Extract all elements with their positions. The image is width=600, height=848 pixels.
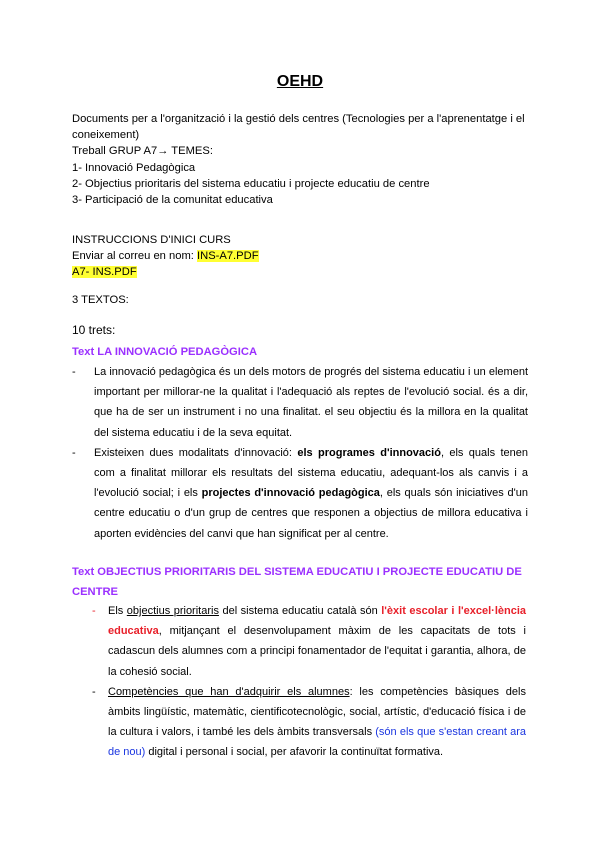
- section2-list: [92, 601, 526, 763]
- bullet-dash: -: [92, 605, 96, 617]
- filename-1: INS-A7.PDF: [197, 250, 259, 263]
- topic-item: 3- Participació de la comunitat educativa: [72, 194, 273, 207]
- item-text: digital i personal i social, per afavorir la continuïtat formativa.: [145, 746, 444, 759]
- item-underlined: objectius prioritaris: [126, 605, 219, 617]
- item-bold: els programes d'innovació: [297, 446, 441, 459]
- item-bold: projectes d'innovació pedagògica: [201, 487, 380, 500]
- page-title: OEHD: [276, 73, 324, 90]
- send-line: [72, 248, 532, 264]
- item-emphasis: l'èxit escolar i l'excel·lència educativa: [108, 605, 527, 638]
- instructions-heading: INSTRUCCIONS D'INICI CURS: [72, 234, 231, 246]
- section2-title: OBJECTIUS PRIORITARIS DEL SISTEMA EDUCATIU I PROJECTE EDUCATIU DE CENTRE: [72, 566, 522, 598]
- item-text: , els quals són iniciatives d'un centre educatiu o d'un grup de centres que responen a objectius de millora educativa i aporten evidències del canvi que han significat per al centre.: [94, 487, 529, 540]
- list-item: [72, 443, 528, 544]
- section1-title: LA INNOVACIÓ PEDAGÒGICA: [97, 346, 258, 358]
- instructions-block: [72, 232, 532, 281]
- list-item: [92, 601, 526, 682]
- item-text: , mitjançant el desenvolupament màxim de les capacitats de tots i cadascun dels alumnes com a principi fonamentador de l'equitat i garantia, alhora, de la cohesió social.: [108, 625, 526, 678]
- item-underlined: Competències que han d'adquirir els alumnes: [108, 685, 350, 698]
- intro-block: [72, 111, 532, 208]
- item-text: : les competències bàsiques dels àmbits lingüístic, matemàtic, cientificotecnològic, social, artístic, d'educació física i de la cultura i valors, i també les dels àmbits transversals: [108, 685, 526, 739]
- item-text: Existeixen dues modalitats d'innovació:: [94, 446, 298, 459]
- filename-2: A7- INS.PDF: [72, 266, 137, 279]
- section2-heading: [72, 562, 532, 602]
- intro-line: Documents per a l'organització i la gestió dels centres (Tecnologies per a l'aprenentatge i el coneixement): [72, 113, 525, 142]
- bullet-dash: -: [72, 366, 76, 378]
- topic-item: 1- Innovació Pedagògica: [72, 161, 196, 174]
- item-text: del sistema educatiu català són: [218, 605, 382, 617]
- item-text: , els quals tenen com a finalitat millorar els resultats del sistema educatiu, adequant-los als canvis i a l'evolució social; i els: [94, 446, 528, 500]
- section2-prefix: Text: [72, 566, 98, 578]
- send-label: Enviar al correu en nom:: [72, 250, 197, 263]
- list-item: [92, 682, 526, 763]
- item-note: (són els que s'estan creant ara de nou): [108, 726, 527, 759]
- bullet-dash: -: [92, 685, 96, 698]
- filename-line: [72, 264, 532, 280]
- topic-item: 2- Objectius prioritaris del sistema educatiu i projecte educatiu de centre: [72, 177, 430, 190]
- item-text: Els: [108, 605, 127, 617]
- section1-heading: [72, 344, 532, 360]
- list-item: [72, 362, 528, 443]
- section1-list: [72, 362, 528, 544]
- trets-count: 10 trets:: [72, 323, 116, 337]
- group-line: Treball GRUP A7→ TEMES:: [72, 145, 213, 158]
- section1-prefix: Text: [72, 346, 98, 358]
- texts-count: 3 TEXTOS:: [72, 294, 129, 306]
- item-text: La innovació pedagògica és un dels motors de progrés del sistema educatiu i un element important per millorar-ne la qualitat i l'adequació als reptes de l'evolució social. és a dir, que ha de ser un instrument i no una finalitat. el seu objectiu és la millora en la qualitat del sistema educatiu i de la seva equitat.: [94, 366, 528, 439]
- bullet-dash: -: [72, 446, 76, 459]
